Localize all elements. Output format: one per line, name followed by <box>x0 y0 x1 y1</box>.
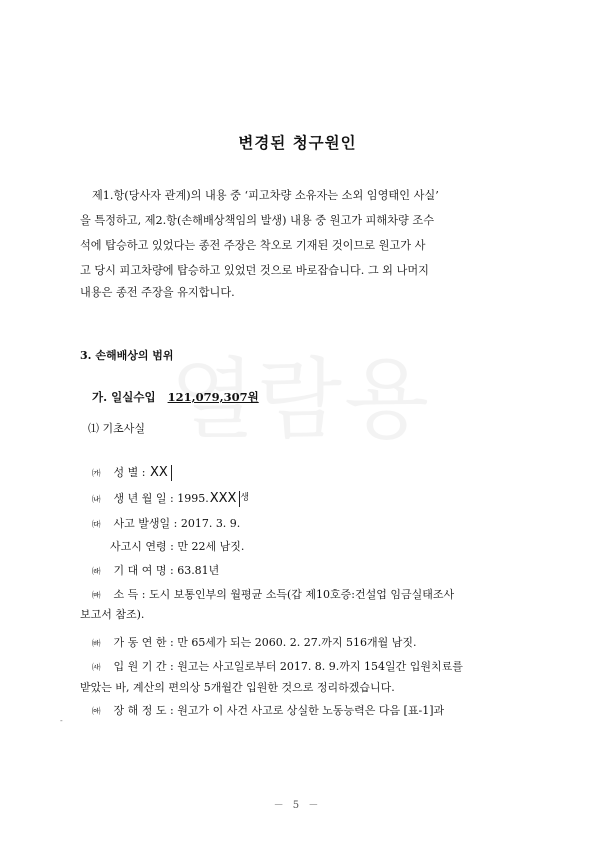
lost-income-label: 가. 일실수입 <box>92 390 156 404</box>
intro-line-5: 내용은 종전 주장을 유지합니다. <box>80 286 235 299</box>
item-text: 입 원 기 간 : 원고는 사고일로부터 2017. 8. 9.까지 154일간 입원치료를 <box>113 660 463 673</box>
item-income-cont: 보고서 참조). <box>80 608 145 621</box>
item-label: 성 별 : <box>113 466 146 479</box>
birth-suffix: 생 <box>240 493 250 503</box>
item-text: 가 동 연 한 : 만 65세가 되는 2060. 2. 27.까지 516개월 남짓. <box>113 636 417 649</box>
item-text: 기 대 여 명 : 63.81년 <box>113 564 220 577</box>
intro-line-1: 제1.항(당사자 관계)의 내용 중 ‘피고차량 소유자는 소외 임영태인 사실’ <box>92 189 439 202</box>
item-marker: ㈐ <box>92 520 101 530</box>
item-age: 사고시 연령 : 만 22세 남짓. <box>110 540 245 553</box>
item-marker: ㈔ <box>92 663 101 673</box>
intro-line-2: 을 특정하고, 제2.항(손해배상책임의 발생) 내용 중 원고가 피해차량 조수 <box>80 214 435 227</box>
item-marker: ㈒ <box>92 591 101 601</box>
item-marker: ㈓ <box>92 639 101 649</box>
intro-line-4: 고 당시 피고차량에 탑승하고 있었던 것으로 바로잡습니다. 그 외 나머지 <box>80 264 429 277</box>
lost-income-heading <box>92 389 259 405</box>
masked-value: XXX <box>209 491 241 507</box>
item-life-expectancy <box>92 562 219 578</box>
item-accident-date <box>92 515 240 531</box>
item-hospital-period <box>92 658 463 674</box>
page-title: 변경된 청구원인 <box>238 133 357 152</box>
item-birth <box>92 490 249 507</box>
item-disability <box>92 702 444 718</box>
item-sex <box>92 464 172 481</box>
item-marker: ㈎ <box>92 469 101 479</box>
page-number: － 5 － <box>273 800 322 811</box>
stray-mark: - <box>60 716 63 725</box>
item-hospital-cont: 받았는 바, 계산의 편의상 5개월간 입원한 것으로 정리하겠습니다. <box>80 681 395 694</box>
basic-facts-heading: ⑴ 기초사실 <box>88 422 146 435</box>
item-working-limit <box>92 634 417 650</box>
item-marker: ㈕ <box>92 707 101 717</box>
item-label: 생 년 월 일 : <box>113 492 178 505</box>
item-text: 소 득 : 도시 보통인부의 월평균 소득(갑 제10호증:건설업 임금실태조사 <box>113 588 455 601</box>
item-marker: ㈏ <box>92 495 101 505</box>
masked-value: XX <box>149 465 172 481</box>
lost-income-amount: 121,079,307원 <box>167 390 259 404</box>
item-text: 사고 발생일 : 2017. 3. 9. <box>113 517 241 530</box>
item-income <box>92 586 454 602</box>
birth-prefix: 1995. <box>177 492 209 505</box>
item-marker: ㈑ <box>92 567 101 577</box>
intro-line-3: 석에 탑승하고 있었다는 종전 주장은 착오로 기재된 것이므로 원고가 사 <box>80 239 426 252</box>
section-heading: 3. 손해배상의 범위 <box>80 349 174 362</box>
item-text: 장 해 정 도 : 원고가 이 사건 사고로 상실한 노동능력은 다음 [표-1]과 <box>113 704 445 717</box>
